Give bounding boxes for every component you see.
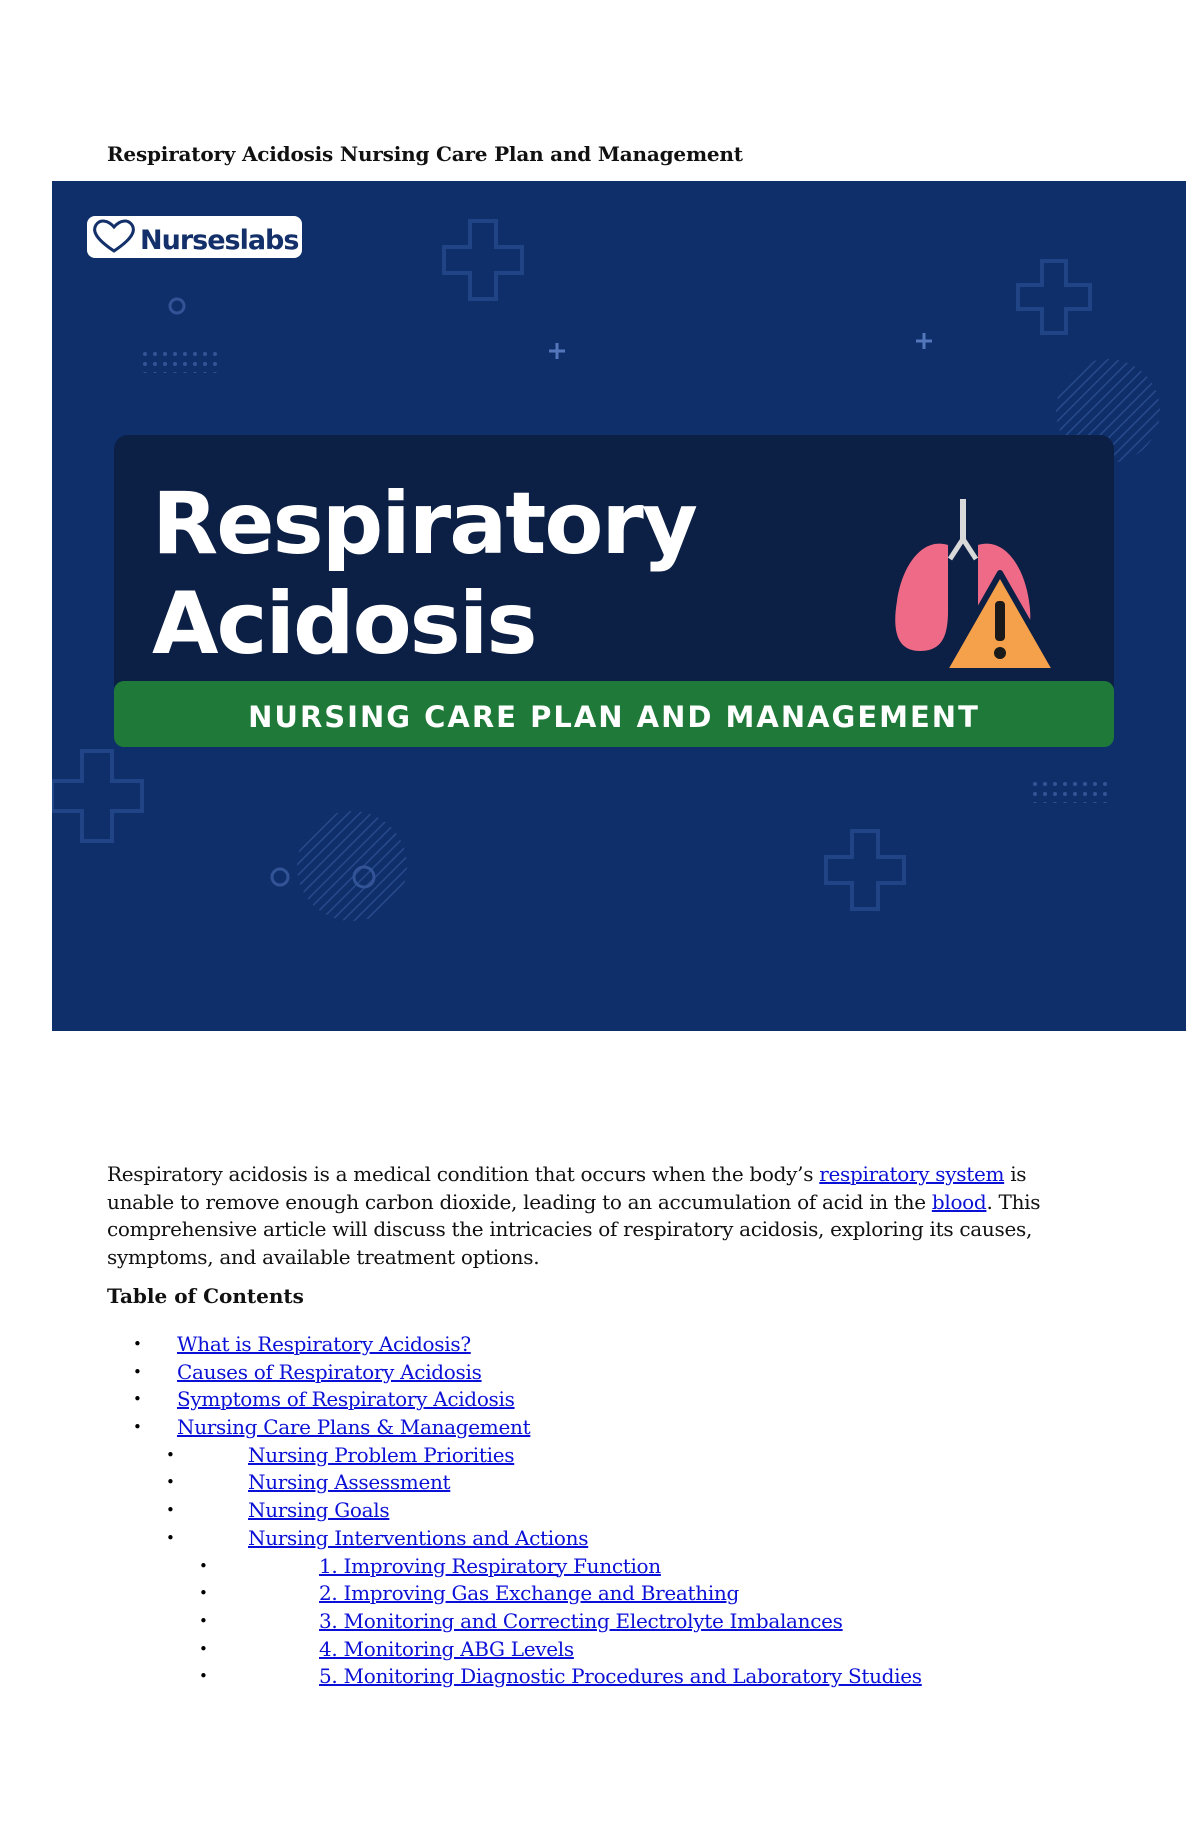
toc-item bbox=[0, 1331, 1200, 1359]
bullet-icon: • bbox=[166, 1501, 175, 1520]
bullet-icon: • bbox=[133, 1362, 142, 1381]
intro-paragraph bbox=[107, 1161, 1067, 1271]
respiratory-system-link[interactable]: respiratory system bbox=[819, 1162, 1005, 1186]
toc-link[interactable]: Nursing Assessment bbox=[248, 1470, 451, 1495]
bullet-icon: • bbox=[199, 1611, 208, 1630]
toc-item bbox=[0, 1497, 1200, 1525]
table-of-contents bbox=[0, 1331, 1200, 1691]
banner-heading-line2: Acidosis bbox=[152, 574, 536, 674]
toc-item bbox=[0, 1663, 1200, 1691]
toc-link[interactable]: Nursing Problem Priorities bbox=[248, 1442, 515, 1467]
toc-item bbox=[0, 1553, 1200, 1581]
banner-subtitle: NURSING CARE PLAN AND MANAGEMENT bbox=[248, 700, 980, 734]
toc-link[interactable]: Nursing Goals bbox=[248, 1498, 390, 1523]
banner-heading-line1: Respiratory bbox=[152, 474, 696, 574]
toc-item bbox=[0, 1359, 1200, 1387]
toc-link[interactable]: Causes of Respiratory Acidosis bbox=[177, 1359, 482, 1384]
toc-item bbox=[0, 1414, 1200, 1442]
toc-link[interactable]: 1. Improving Respiratory Function bbox=[319, 1553, 661, 1578]
toc-item bbox=[0, 1386, 1200, 1414]
toc-link[interactable]: 4. Monitoring ABG Levels bbox=[319, 1636, 574, 1661]
bullet-icon: • bbox=[199, 1667, 208, 1686]
toc-link[interactable]: Symptoms of Respiratory Acidosis bbox=[177, 1387, 515, 1412]
bullet-icon: • bbox=[166, 1473, 175, 1492]
toc-link[interactable]: 3. Monitoring and Correcting Electrolyte Imbalances bbox=[319, 1608, 843, 1633]
page-title: Respiratory Acidosis Nursing Care Plan and Management bbox=[107, 142, 743, 166]
bullet-icon: • bbox=[199, 1584, 208, 1603]
toc-item bbox=[0, 1525, 1200, 1553]
nurseslabs-logo bbox=[87, 216, 302, 258]
bullet-icon: • bbox=[133, 1390, 142, 1409]
toc-title: Table of Contents bbox=[107, 1284, 304, 1308]
logo-text: Nurseslabs bbox=[140, 225, 299, 256]
toc-link[interactable]: Nursing Care Plans & Management bbox=[177, 1415, 531, 1440]
intro-text-1: Respiratory acidosis is a medical condition that occurs when the body’s bbox=[107, 1162, 820, 1186]
toc-link[interactable]: What is Respiratory Acidosis? bbox=[177, 1332, 471, 1356]
toc-item bbox=[0, 1469, 1200, 1497]
toc-link[interactable]: 2. Improving Gas Exchange and Breathing bbox=[319, 1581, 740, 1606]
bullet-icon: • bbox=[166, 1528, 175, 1547]
banner-image bbox=[52, 181, 1186, 1031]
bullet-icon: • bbox=[166, 1445, 175, 1464]
toc-item bbox=[0, 1636, 1200, 1664]
bullet-icon: • bbox=[199, 1639, 208, 1658]
intro-text-3: . This comprehensive article will discuss the intricacies of respiratory acidosis, exploring its causes, symptoms, and available treatment options. bbox=[107, 1189, 1041, 1269]
bullet-icon: • bbox=[133, 1335, 142, 1353]
bullet-icon: • bbox=[199, 1556, 208, 1575]
intro-text-2: is unable to remove enough carbon dioxide, leading to an accumulation of acid in the bbox=[107, 1162, 1027, 1214]
bullet-icon: • bbox=[133, 1418, 142, 1437]
blood-link[interactable]: blood bbox=[931, 1189, 987, 1214]
toc-item bbox=[0, 1608, 1200, 1636]
toc-link[interactable]: Nursing Interventions and Actions bbox=[248, 1525, 589, 1550]
toc-link[interactable]: 5. Monitoring Diagnostic Procedures and Laboratory Studies bbox=[319, 1664, 922, 1689]
toc-item bbox=[0, 1442, 1200, 1470]
toc-item bbox=[0, 1580, 1200, 1608]
